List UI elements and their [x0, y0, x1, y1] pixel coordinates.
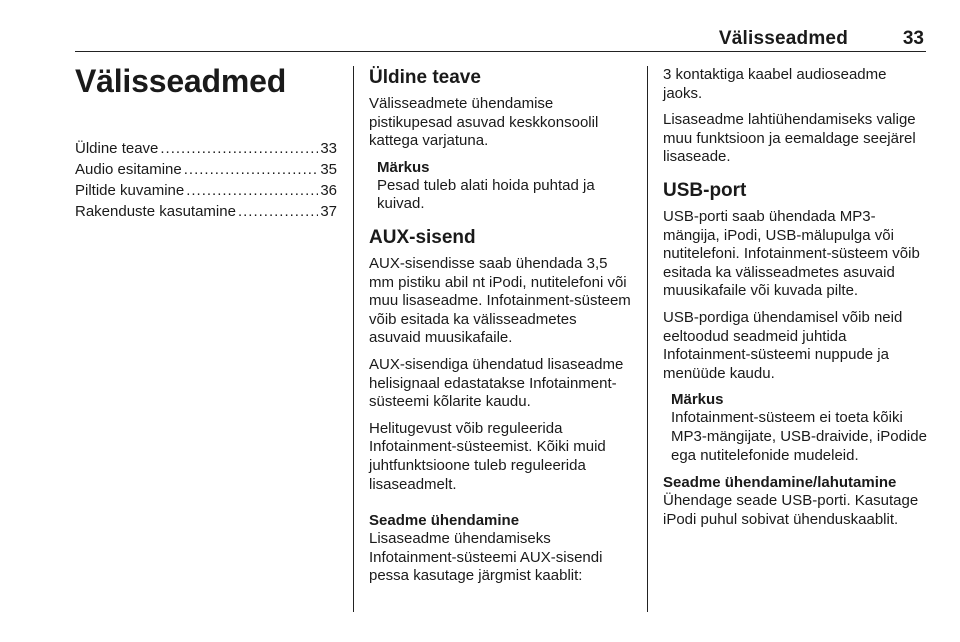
column-divider-right: [647, 66, 648, 612]
aux-paragraph-3: Helitugevust võib reguleerida Infotainment-süsteemist. Kõiki muid juhtfunktsioone tuleb reguleerida lisaseadmelt.: [369, 419, 606, 493]
column-usb: [663, 66, 927, 537]
usb-paragraph-2: USB-pordiga ühendamisel võib neid eeltoodud seadmeid juhtida Infotainment-süsteemi nuppude ja menüüde kaudu.: [663, 308, 903, 382]
toc-leader-dots: [184, 159, 319, 180]
usb-paragraph-1: USB-porti saab ühendada MP3-mängija, iPodi, USB-mälupulga või nutitelefoni. Infotainment-süsteem võib esitada ka välisseadmetes asuvaid muusikafaile või kuvada pilte.: [663, 207, 920, 300]
page-number: 33: [902, 28, 924, 49]
toc-leader-dots: [160, 138, 318, 159]
usb-connect-paragraph: Ühendage seade USB-porti. Kasutage iPodi puhul sobivat ühenduskaablit.: [663, 492, 919, 528]
note-text: Pesad tuleb alati hoida puhtad ja kuivad.: [377, 176, 595, 213]
running-header: [75, 26, 926, 52]
chapter-title: Välisseadmed: [75, 63, 287, 99]
table-of-contents: [75, 138, 337, 222]
subheading-connect: Seadme ühendamine: [369, 512, 520, 530]
note-block: [377, 159, 631, 214]
note-text: Infotainment-süsteem ei toeta kõiki MP3-mängijate, USB-draivide, iPodide ega nutitelefonide mudeleid.: [671, 409, 927, 464]
subheading-connect-disconnect: Seadme ühendamine/lahutamine: [663, 474, 897, 492]
cable-paragraph: 3 kontaktiga kaabel audioseadme jaoks.: [663, 66, 887, 102]
toc-entry-page: 36: [320, 182, 337, 199]
toc-entry[interactable]: [75, 201, 337, 222]
section-heading-general: Üldine teave: [369, 67, 481, 88]
intro-paragraph: Välisseadmete ühendamise pistikupesad asuvad keskkonsoolil kattega varjatuna.: [369, 95, 599, 150]
note-label: Märkus: [377, 158, 430, 176]
spacer: [369, 502, 631, 511]
connect-paragraph: Lisaseadme ühendamiseks Infotainment-süsteemi AUX-sisendi pessa kasutage järgmist kaablit:: [369, 530, 603, 585]
column-general-info: [369, 66, 631, 594]
section-heading-aux: AUX-sisend: [369, 226, 476, 248]
toc-leader-dots: [186, 180, 318, 201]
section-heading-usb: USB-port: [663, 179, 747, 201]
aux-paragraph-2: AUX-sisendiga ühendatud lisaseadme helisignaal edastatakse Infotainment-süsteemi kõlarite kaudu.: [369, 355, 624, 411]
toc-leader-dots: [238, 201, 318, 222]
column-toc: [75, 60, 337, 222]
toc-entry-label: Audio esitamine: [75, 161, 182, 178]
note-label: Märkus: [671, 391, 724, 409]
toc-entry-page: 35: [320, 161, 337, 178]
toc-entry-label: Rakenduste kasutamine: [75, 203, 236, 220]
toc-entry[interactable]: [75, 180, 337, 201]
note-block: [671, 391, 927, 465]
toc-entry-label: Piltide kuvamine: [75, 182, 185, 199]
toc-entry-page: 33: [320, 140, 337, 157]
running-header-title: Välisseadmed: [718, 28, 848, 49]
toc-entry-label: Üldine teave: [75, 140, 159, 157]
toc-entry[interactable]: [75, 138, 337, 159]
toc-entry[interactable]: [75, 159, 337, 180]
aux-paragraph-1: AUX-sisendisse saab ühendada 3,5 mm pistiku abil nt iPodi, nutitelefoni või muu lisaseadme. Infotainment-süsteem võib esitada ka välisseadmetes asuvaid muusikafaile.: [369, 254, 631, 347]
toc-entry-page: 37: [320, 203, 337, 220]
disconnect-paragraph: Lisaseadme lahtiühendamiseks valige muu funktsioon ja eemaldage seejärel lisaseade.: [663, 111, 916, 166]
column-divider-left: [353, 66, 354, 612]
